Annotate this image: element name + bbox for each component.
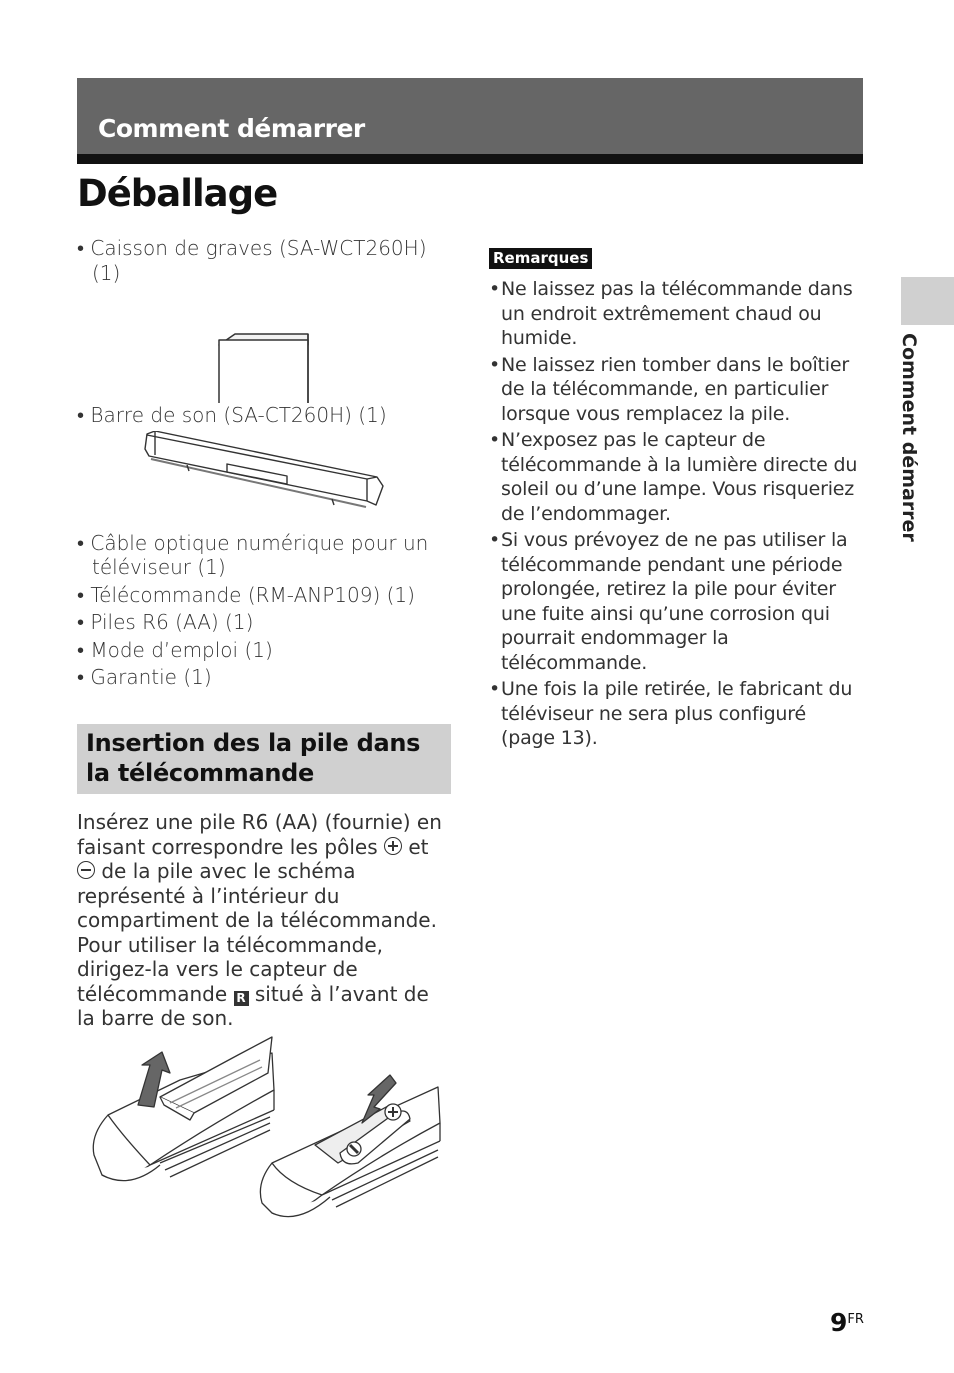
battery-text-1: Insérez une pile R6 (AA) (fournie) en faisant correspondre les pôles <box>77 810 442 859</box>
list-item-subwoofer: • Caisson de graves (SA-WCT260H) (1) <box>77 236 452 285</box>
remote-battery-illustration <box>90 1035 445 1230</box>
list-item-soundbar: • Barre de son (SA-CT260H) (1) <box>77 403 452 428</box>
contents-column <box>77 236 452 693</box>
remote-sensor-icon: R <box>234 991 249 1006</box>
battery-text-et: et <box>408 834 429 859</box>
section-header-title: Comment démarrer <box>98 114 365 143</box>
page-title: Déballage <box>77 172 278 215</box>
battery-text-3: situé à l’avant de la barre de son. <box>77 981 429 1030</box>
list-item-optical-cable: • Câble optique numérique pour un téléviseur (1) <box>77 531 452 580</box>
list-item-manual: • Mode d’emploi (1) <box>77 638 452 663</box>
side-tab-label: Comment démarrer <box>898 333 920 542</box>
page-number-value: 9 <box>830 1308 848 1337</box>
list-item-batteries: • Piles R6 (AA) (1) <box>77 610 452 635</box>
notes-column <box>489 248 864 753</box>
page-number-lang: FR <box>847 1312 864 1327</box>
section-header-rule <box>77 154 863 164</box>
plus-pole-icon <box>384 837 402 855</box>
subwoofer-illustration <box>77 288 452 403</box>
note-item: • Ne laissez pas la télécommande dans un endroit extrêmement chaud ou humide. <box>489 277 864 351</box>
list-item-warranty: • Garantie (1) <box>77 665 452 690</box>
note-item: • Si vous prévoyez de ne pas utiliser la télécommande pendant une période prolongée, retirez la pile pour éviter une fuite ainsi qu’une corrosion qui pourrait endommager la télécommande. <box>489 528 864 675</box>
battery-instructions <box>77 810 452 1031</box>
notes-badge: Remarques <box>489 248 592 269</box>
side-tab-marker <box>901 277 954 325</box>
battery-text-2: de la pile avec le schéma représenté à l’intérieur du compartiment de la télécommande. Pour utiliser la télécommande, dirigez-la vers le capteur de télécommande <box>77 859 437 1006</box>
minus-pole-icon <box>77 861 95 879</box>
note-item: • N’exposez pas le capteur de télécommande à la lumière directe du soleil ou d’une lampe. Vous risqueriez de l’endommager. <box>489 428 864 526</box>
page-number <box>830 1308 864 1337</box>
side-tab-label-wrap <box>894 333 924 553</box>
battery-section-title: Insertion des la pile dans la télécommande <box>86 729 421 787</box>
note-item: • Une fois la pile retirée, le fabricant du téléviseur ne sera plus configuré (page 13). <box>489 677 864 751</box>
list-item-remote: • Télécommande (RM-ANP109) (1) <box>77 583 452 608</box>
soundbar-illustration <box>77 431 452 519</box>
note-item: • Ne laissez rien tomber dans le boîtier de la télécommande, en particulier lorsque vous remplacez la pile. <box>489 353 864 427</box>
